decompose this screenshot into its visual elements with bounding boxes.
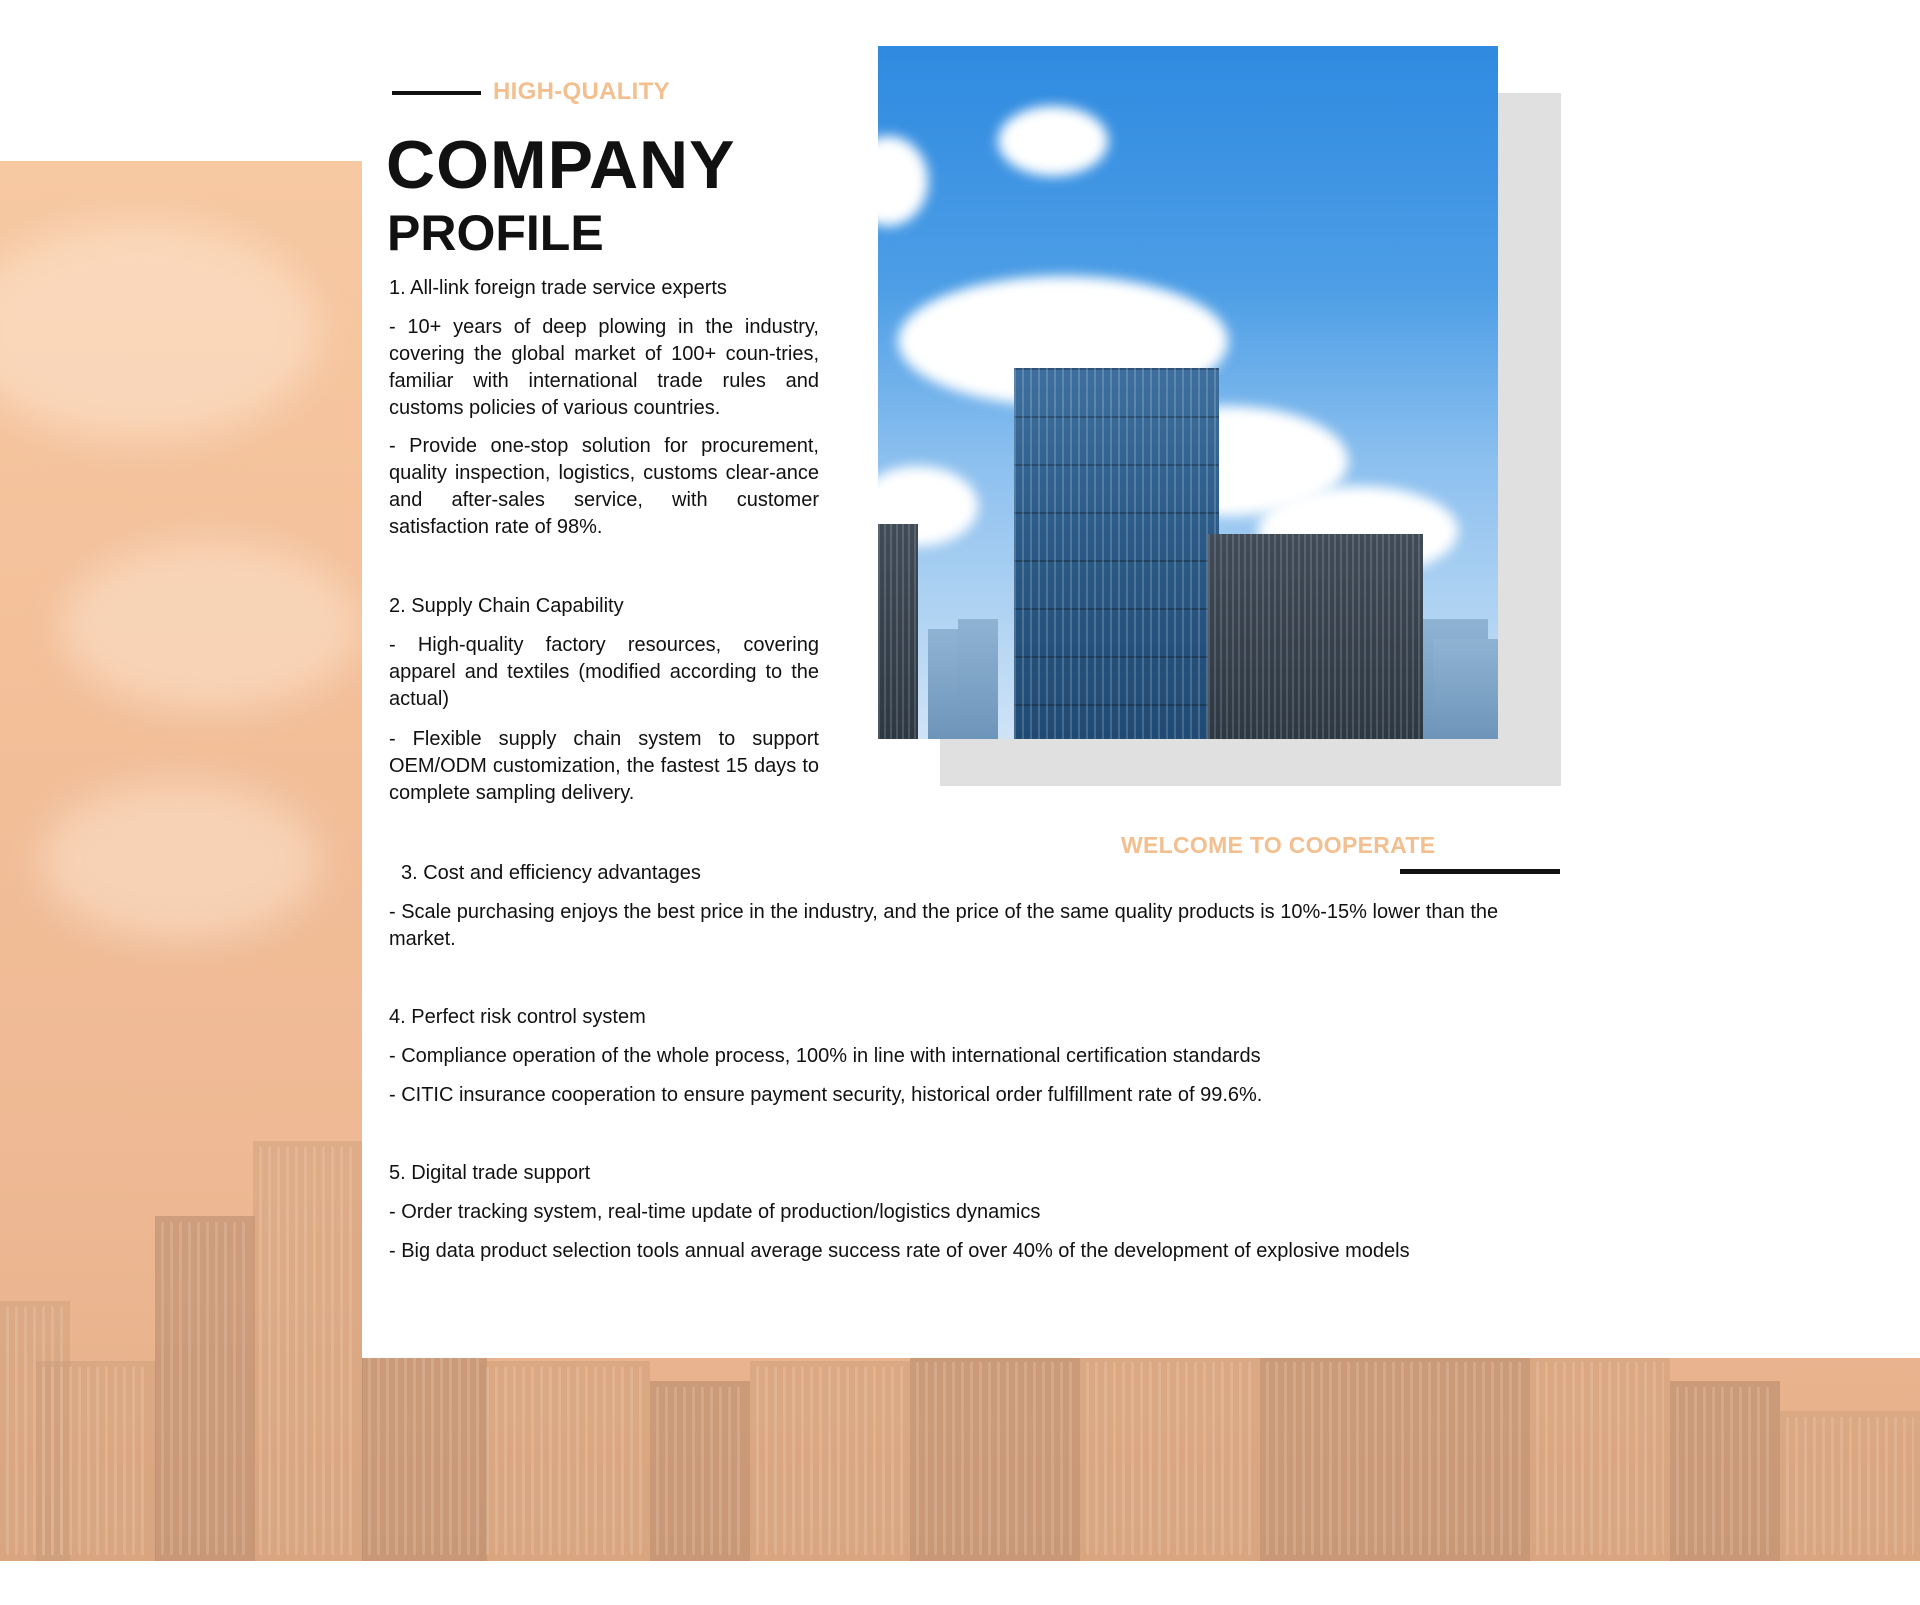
section-3-point-1: - Scale purchasing enjoys the best price in the industry, and the price of the same quality products is 10%-15% lower than the market. — [389, 901, 1499, 950]
section-5-heading: 5. Digital trade support — [389, 1162, 591, 1184]
section-5-point-2: - Big data product selection tools annual average success rate of over 40% of the development of explosive models — [389, 1240, 1410, 1262]
section-1-heading: 1. All-link foreign trade service experts — [389, 277, 727, 299]
section-4-point-1: - Compliance operation of the whole process, 100% in line with international certification standards — [389, 1045, 1261, 1067]
section-2-point-2: - Flexible supply chain system to support OEM/ODM customization, the fastest 15 days to complete sampling delivery. — [389, 728, 819, 804]
welcome-rule — [1400, 869, 1560, 874]
page-title: COMPANY — [386, 127, 736, 203]
section-4-heading: 4. Perfect risk control system — [389, 1006, 646, 1028]
section-2-point-1: - High-quality factory resources, covering apparel and textiles (modified according to the actual) — [389, 634, 819, 710]
tagline: HIGH-QUALITY — [493, 78, 670, 105]
section-2-heading: 2. Supply Chain Capability — [389, 595, 624, 617]
section-5-point-1: - Order tracking system, real-time update of production/logistics dynamics — [389, 1201, 1041, 1223]
building-photo — [878, 46, 1498, 739]
section-3-heading: 3. Cost and efficiency advantages — [401, 862, 701, 884]
section-4-point-2: - CITIC insurance cooperation to ensure payment security, historical order fulfillment rate of 99.6%. — [389, 1084, 1263, 1106]
tagline-rule — [392, 91, 481, 95]
section-1-point-1: - 10+ years of deep plowing in the industry, covering the global market of 100+ coun-tries, familiar with international trade rules and customs policies of various countries. — [389, 316, 819, 419]
welcome-label: WELCOME TO COOPERATE — [1121, 832, 1436, 858]
section-1-point-2: - Provide one-stop solution for procurement, quality inspection, logistics, customs clear-ance and after-sales service, with customer satisfaction rate of 98%. — [389, 435, 819, 538]
page-subtitle: PROFILE — [387, 205, 604, 261]
